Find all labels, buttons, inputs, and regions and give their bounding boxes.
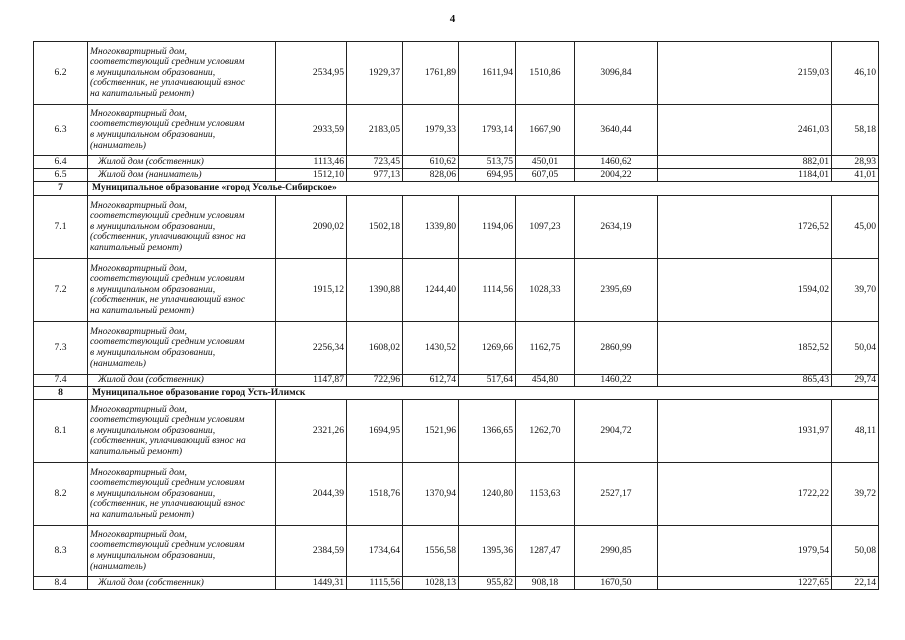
value-cell: 1670,50 [575, 577, 658, 590]
value-cell: 517,64 [459, 375, 516, 387]
value-cell: 1153,63 [516, 463, 575, 526]
value-cell: 2004,22 [575, 169, 658, 182]
value-cell: 1694,95 [347, 400, 403, 463]
row-number: 8.3 [34, 526, 88, 577]
row-number: 7.1 [34, 196, 88, 259]
row-number: 6.4 [34, 156, 88, 169]
section-number: 7 [34, 182, 88, 196]
table-row [34, 526, 879, 577]
housing-type-line: Многоквартирный дом, [90, 199, 187, 211]
value-cell: 1097,23 [516, 196, 575, 259]
value-cell: 1979,33 [403, 105, 459, 156]
value-cell: 722,96 [347, 375, 403, 387]
value-cell: 46,10 [832, 42, 879, 105]
housing-type-line: соответствующий средним условиям [90, 336, 245, 348]
housing-type-line: (собственник, не уплачивающий взнос [90, 294, 246, 306]
value-cell: 454,80 [516, 375, 575, 387]
value-cell: 612,74 [403, 375, 459, 387]
housing-type [88, 526, 276, 577]
table-row [34, 322, 879, 375]
housing-type [88, 105, 276, 156]
housing-type [88, 577, 276, 590]
value-cell: 1366,65 [459, 400, 516, 463]
housing-type-line: Многоквартирный дом, [90, 528, 187, 540]
table-row [34, 156, 879, 169]
housing-type [88, 169, 276, 182]
value-cell: 2904,72 [575, 400, 658, 463]
value-cell: 1240,80 [459, 463, 516, 526]
housing-type-line: (собственник, не уплачивающий взнос [90, 77, 246, 89]
housing-type-line: Жилой дом (собственник) [98, 576, 204, 588]
housing-type-line: капитальный ремонт) [90, 241, 183, 253]
housing-type-line: на капитальный ремонт) [90, 87, 195, 99]
value-cell: 1339,80 [403, 196, 459, 259]
value-cell: 1227,65 [658, 577, 832, 590]
row-number: 6.3 [34, 105, 88, 156]
value-cell: 1147,87 [276, 375, 347, 387]
housing-type-line: (наниматель) [90, 139, 146, 151]
section-title: Муниципальное образование «город Усолье-Сибирское» [88, 182, 879, 196]
row-number: 6.2 [34, 42, 88, 105]
value-cell: 41,01 [832, 169, 879, 182]
housing-type-line: в муниципальном образовании, [90, 129, 216, 140]
housing-type-line: на капитальный ремонт) [90, 508, 195, 520]
value-cell: 1608,02 [347, 322, 403, 375]
value-cell: 39,72 [832, 463, 879, 526]
value-cell: 1852,52 [658, 322, 832, 375]
value-cell: 2395,69 [575, 259, 658, 322]
value-cell: 1244,40 [403, 259, 459, 322]
housing-type-line: Жилой дом (собственник) [98, 374, 204, 386]
table-row [34, 400, 879, 463]
value-cell: 1287,47 [516, 526, 575, 577]
value-cell: 1667,90 [516, 105, 575, 156]
value-cell: 1510,86 [516, 42, 575, 105]
housing-type-line: в муниципальном образовании, [90, 550, 216, 561]
tariff-table [33, 41, 879, 590]
housing-type-line: соответствующий средним условиям [90, 539, 245, 551]
value-cell: 1113,46 [276, 156, 347, 169]
table-row [34, 577, 879, 590]
value-cell: 2461,03 [658, 105, 832, 156]
housing-type [88, 196, 276, 259]
value-cell: 1915,12 [276, 259, 347, 322]
housing-type-line: в муниципальном образовании, [90, 347, 216, 358]
value-cell: 28,93 [832, 156, 879, 169]
value-cell: 50,04 [832, 322, 879, 375]
table-row [34, 375, 879, 387]
value-cell: 2321,26 [276, 400, 347, 463]
page-number: 4 [449, 13, 456, 25]
value-cell: 1460,22 [575, 375, 658, 387]
housing-type-line: Многоквартирный дом, [90, 325, 187, 337]
housing-type-line: в муниципальном образовании, [90, 283, 216, 295]
housing-type [88, 42, 276, 105]
value-cell: 1460,62 [575, 156, 658, 169]
housing-type-line: Многоквартирный дом, [90, 107, 187, 119]
value-cell: 1726,52 [658, 196, 832, 259]
value-cell: 3640,44 [575, 105, 658, 156]
value-cell: 1162,75 [516, 322, 575, 375]
value-cell: 1556,58 [403, 526, 459, 577]
value-cell: 50,08 [832, 526, 879, 577]
value-cell: 2183,05 [347, 105, 403, 156]
value-cell: 1390,88 [347, 259, 403, 322]
value-cell: 2044,39 [276, 463, 347, 526]
housing-type-line: соответствующий средним условиям [90, 210, 245, 222]
value-cell: 955,82 [459, 577, 516, 590]
value-cell: 610,62 [403, 156, 459, 169]
value-cell: 2860,99 [575, 322, 658, 375]
value-cell: 2534,95 [276, 42, 347, 105]
housing-type-line: Многоквартирный дом, [90, 45, 187, 57]
housing-type-line: соответствующий средним условиям [90, 414, 245, 426]
row-number: 8.4 [34, 577, 88, 590]
value-cell: 607,05 [516, 169, 575, 182]
table-row [34, 196, 879, 259]
row-number: 8.2 [34, 463, 88, 526]
value-cell: 1395,36 [459, 526, 516, 577]
housing-type-line: (собственник, не уплачивающий взнос [90, 498, 246, 510]
table-row [34, 105, 879, 156]
housing-type-line: Многоквартирный дом, [90, 466, 187, 478]
row-number: 8.1 [34, 400, 88, 463]
row-number: 6.5 [34, 169, 88, 182]
housing-type-line: соответствующий средним условиям [90, 273, 245, 285]
value-cell: 2090,02 [276, 196, 347, 259]
value-cell: 39,70 [832, 259, 879, 322]
value-cell: 450,01 [516, 156, 575, 169]
housing-type-line: Многоквартирный дом, [90, 262, 187, 274]
housing-type-line: соответствующий средним условиям [90, 477, 245, 489]
value-cell: 865,43 [658, 375, 832, 387]
value-cell: 2990,85 [575, 526, 658, 577]
value-cell: 2527,17 [575, 463, 658, 526]
housing-type [88, 375, 276, 387]
value-cell: 1761,89 [403, 42, 459, 105]
housing-type-line: Жилой дом (собственник) [98, 155, 204, 167]
value-cell: 1722,22 [658, 463, 832, 526]
value-cell: 1269,66 [459, 322, 516, 375]
value-cell: 48,11 [832, 400, 879, 463]
value-cell: 882,01 [658, 156, 832, 169]
housing-type-line: соответствующий средним условиям [90, 56, 245, 68]
table-row [34, 42, 879, 105]
table-row [34, 169, 879, 182]
section-number: 8 [34, 387, 88, 400]
housing-type-line: (наниматель) [90, 357, 146, 369]
value-cell: 1184,01 [658, 169, 832, 182]
value-cell: 1115,56 [347, 577, 403, 590]
housing-type-line: капитальный ремонт) [90, 445, 183, 457]
section-row [34, 182, 879, 196]
value-cell: 3096,84 [575, 42, 658, 105]
value-cell: 22,14 [832, 577, 879, 590]
value-cell: 1114,56 [459, 259, 516, 322]
value-cell: 1449,31 [276, 577, 347, 590]
housing-type-line: соответствующий средним условиям [90, 118, 245, 130]
housing-type-line: в муниципальном образовании, [90, 487, 216, 499]
housing-type-line: в муниципальном образовании, [90, 424, 216, 436]
value-cell: 1979,54 [658, 526, 832, 577]
value-cell: 1929,37 [347, 42, 403, 105]
housing-type [88, 400, 276, 463]
value-cell: 723,45 [347, 156, 403, 169]
housing-type-line: в муниципальном образовании, [90, 220, 216, 232]
value-cell: 513,75 [459, 156, 516, 169]
value-cell: 1611,94 [459, 42, 516, 105]
value-cell: 58,18 [832, 105, 879, 156]
housing-type-line: Многоквартирный дом, [90, 403, 187, 415]
value-cell: 2159,03 [658, 42, 832, 105]
value-cell: 1594,02 [658, 259, 832, 322]
housing-type-line: в муниципальном образовании, [90, 66, 216, 78]
value-cell: 1194,06 [459, 196, 516, 259]
housing-type [88, 259, 276, 322]
value-cell: 2256,34 [276, 322, 347, 375]
value-cell: 29,74 [832, 375, 879, 387]
row-number: 7.3 [34, 322, 88, 375]
value-cell: 1793,14 [459, 105, 516, 156]
value-cell: 2634,19 [575, 196, 658, 259]
value-cell: 1518,76 [347, 463, 403, 526]
value-cell: 1028,13 [403, 577, 459, 590]
value-cell: 1734,64 [347, 526, 403, 577]
value-cell: 1028,33 [516, 259, 575, 322]
value-cell: 828,06 [403, 169, 459, 182]
table-row [34, 463, 879, 526]
value-cell: 1521,96 [403, 400, 459, 463]
housing-type-line: (собственник, уплачивающий взнос на [90, 231, 246, 243]
section-title: Муниципальное образование город Усть-Илимск [88, 387, 879, 400]
value-cell: 1502,18 [347, 196, 403, 259]
table-row [34, 259, 879, 322]
housing-type-line: (наниматель) [90, 560, 146, 572]
value-cell: 694,95 [459, 169, 516, 182]
housing-type [88, 156, 276, 169]
value-cell: 1430,52 [403, 322, 459, 375]
value-cell: 977,13 [347, 169, 403, 182]
value-cell: 1931,97 [658, 400, 832, 463]
table-body [34, 42, 879, 590]
value-cell: 2933,59 [276, 105, 347, 156]
value-cell: 908,18 [516, 577, 575, 590]
value-cell: 2384,59 [276, 526, 347, 577]
value-cell: 1512,10 [276, 169, 347, 182]
row-number: 7.2 [34, 259, 88, 322]
housing-type [88, 322, 276, 375]
value-cell: 45,00 [832, 196, 879, 259]
value-cell: 1262,70 [516, 400, 575, 463]
value-cell: 1370,94 [403, 463, 459, 526]
section-row [34, 387, 879, 400]
housing-type [88, 463, 276, 526]
row-number: 7.4 [34, 375, 88, 387]
housing-type-line: (собственник, уплачивающий взнос на [90, 435, 246, 447]
housing-type-line: на капитальный ремонт) [90, 304, 195, 316]
housing-type-line: Жилой дом (наниматель) [98, 168, 202, 180]
